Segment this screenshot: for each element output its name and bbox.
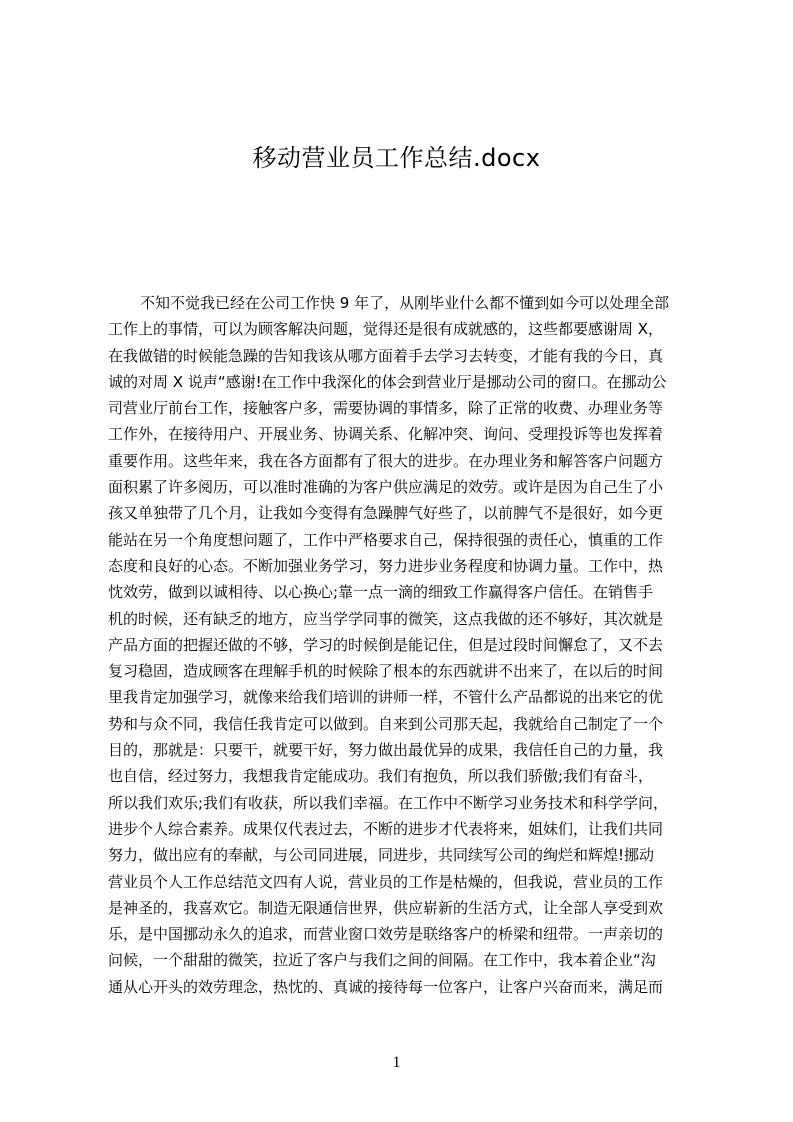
text-line: 孩又单独带了几个月，让我如今变得有急躁脾气好些了，以前脾气不是很好，如今更 — [108, 504, 664, 523]
page-number: 1 — [392, 1054, 401, 1071]
text-line: 机的时候，还有缺乏的地方，应当学学同事的微笑，这点我做的还不够好，其次就是 — [108, 609, 664, 628]
text-line: 进步个人综合素养。成果仅代表过去，不断的进步才代表将来，姐妹们，让我们共同 — [108, 819, 664, 838]
text-line: 通从心开头的效劳理念，热忱的、真诚的接待每一位客户，让客户兴奋而来，满足而 — [108, 977, 664, 996]
text-line: 产品方面的把握还做的不够，学习的时候倒是能记住，但是过段时间懈怠了，又不去 — [108, 635, 664, 654]
text-line: 在我做错的时候能急躁的告知我该从哪方面着手去学习去转变，才能有我的今日，真 — [108, 346, 664, 365]
text-line: 问候，一个甜甜的微笑，拉近了客户与我们之间的间隔。在工作中，我本着企业“沟 — [108, 951, 656, 970]
text-line: 不知不觉我已经在公司工作快 9 年了，从刚毕业什么都不懂到如今可以处理全部 — [140, 294, 670, 312]
text-line: 目的，那就是：只要干，就要干好，努力做出最优异的成果，我信任自己的力量，我 — [108, 741, 664, 760]
text-line: 乐，是中国挪动永久的追求，而营业窗口效劳是联络客户的桥梁和纽带。一声亲切的 — [108, 925, 664, 944]
text-line: 努力，做出应有的奉献，与公司同进展，同进步，共同续写公司的绚烂和辉煌!挪动 — [108, 846, 655, 865]
text-line: 里我肯定加强学习，就像来给我们培训的讲师一样，不管什么产品都说的出来它的优 — [108, 688, 664, 707]
text-line: 所以我们欢乐;我们有收获，所以我们幸福。在工作中不断学习业务技术和科学学问， — [108, 793, 669, 812]
text-line: 司营业厅前台工作，接触客户多，需要协调的事情多，除了正常的收费、办理业务等 — [108, 399, 664, 418]
text-line: 面积累了许多阅历，可以准时准确的为客户供应满足的效劳。或许是因为自己生了小 — [108, 478, 664, 497]
text-line: 是神圣的，我喜欢它。制造无限通信世界，供应崭新的生活方式，让全部人享受到欢 — [108, 898, 664, 917]
text-line: 忱效劳，做到以诚相待、以心换心;靠一点一滴的细致工作赢得客户信任。在销售手 — [108, 583, 654, 602]
text-line: 诚的对周 X 说声“感谢!在工作中我深化的体会到营业厅是挪动公司的窗口。在挪动公 — [108, 372, 667, 391]
text-line: 工作外，在接待用户、开展业务、协调关系、化解冲突、询问、受理投诉等也发挥着 — [108, 425, 664, 444]
text-line: 势和与众不同，我信任我肯定可以做到。自来到公司那天起，我就给自己制定了一个 — [108, 714, 664, 733]
body-paragraph — [108, 290, 699, 1000]
text-line: 也自信，经过努力，我想我肯定能成功。我们有抱负，所以我们骄傲;我们有奋斗， — [108, 767, 654, 786]
text-line: 态度和良好的心态。不断加强业务学习，努力进步业务程度和协调力量。工作中，热 — [108, 556, 664, 575]
text-line: 工作上的事情，可以为顾客解决问题，觉得还是很有成就感的，这些都要感谢周 X， — [108, 320, 664, 339]
document-title: 移动营业员工作总结.docx — [252, 144, 541, 172]
text-line: 复习稳固，造成顾客在理解手机的时候除了根本的东西就讲不出来了，在以后的时间 — [108, 662, 664, 681]
text-line: 营业员个人工作总结范文四有人说，营业员的工作是枯燥的，但我说，营业员的工作 — [108, 872, 664, 891]
text-line: 能站在另一个角度想问题了，工作中严格要求自己，保持很强的责任心，慎重的工作 — [108, 530, 664, 549]
text-line: 重要作用。这些年来，我在各方面都有了很大的进步。在办理业务和解答客户问题方 — [108, 451, 664, 470]
